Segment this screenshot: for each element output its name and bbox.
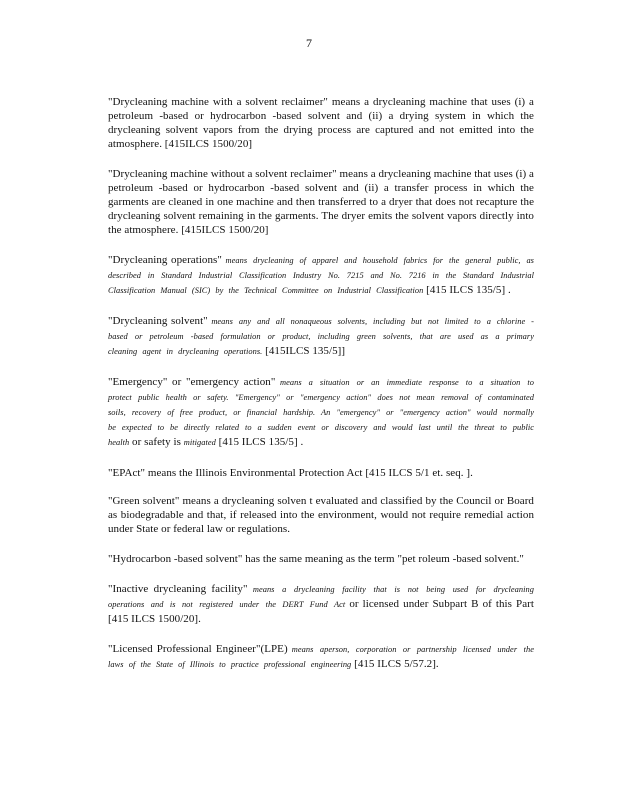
definition-inactive-drycleaning-facility — [108, 582, 534, 626]
definition-text: means a drycleaning solven t evaluated and classified by the Council or Board as biodegradable and that, if released into the environment, would not require remedial action under State or federal law or regulations. — [108, 495, 534, 535]
definition-term: "Licensed Professional Engineer"(LPE) — [108, 643, 288, 655]
definition-text: means a drycleaning machine that uses (i) a petroleum -based or hydrocarbon -based solvent and (ii) a transfer process in which the garments are cleaned in one machine and then transferred to a dryer that does not recapture the drycleaning solvent remaining in the garments. The dryer emits the solvent vapors directly into the atmosphere. [415ILCS 1500/20] — [108, 168, 534, 236]
definition-licensed-professional-engineer — [108, 642, 534, 672]
definition-text: means a drycleaning facility that is not being used for drycleaning operations and is not registered under the DERT Fund Act — [108, 585, 535, 609]
definition-emergency — [108, 375, 534, 450]
definition-hydrocarbon-based-solvent — [108, 552, 534, 566]
citation: [415 ILCS 135/5] . — [426, 284, 511, 296]
definition-text: means drycleaning of apparel and household fabrics for the general public, as described in Standard Industrial Classification Industry No. 7215 and No. 7216 in the Standard Industrial Classification Manual (SIC) by the Technical Committee on Industrial Classification — [108, 256, 534, 295]
definition-drycleaning-machine-with-reclaimer — [108, 95, 534, 151]
definition-term: "Drycleaning machine with a solvent reclaimer" — [108, 96, 328, 108]
definition-green-solvent — [108, 494, 534, 536]
definition-term: "Drycleaning machine without a solvent reclaimer" — [108, 168, 337, 180]
definition-drycleaning-solvent — [108, 314, 534, 359]
definition-text: means aperson, corporation or partnership licensed under the laws of the State of Illinois to practice professional engineering — [108, 645, 534, 669]
definition-drycleaning-machine-without-reclaimer — [108, 167, 534, 237]
definition-term: "EPAct" — [108, 467, 146, 479]
definition-term: "Drycleaning operations" — [108, 254, 222, 266]
page-number: 7 — [306, 36, 312, 50]
definitions-list — [108, 95, 534, 688]
definition-epact — [108, 466, 534, 480]
definition-text: means a drycleaning machine that uses (i) a petroleum -based or hydrocarbon -based solvent and (ii) a drying system in which the drycleaning solvent vapors from the drying process are captured and not emitted into the atmosphere. [415ILCS 1500/20] — [108, 96, 534, 150]
citation: [415 ILCS 135/5] . — [218, 436, 304, 448]
definition-text: means the Illinois Environmental Protection Act [415 ILCS 5/1 et. seq. ]. — [147, 467, 473, 479]
definition-term: "Hydrocarbon -based solvent" — [108, 553, 243, 565]
definition-term: "Emergency" or "emergency action" — [108, 376, 276, 388]
definition-text: means any and all nonaqueous solvents, including but not limited to a chlorine -based or petroleum -based formulation or product, including green solvents, that are used as a primary cleaning agent in drycleaning operations. — [108, 317, 534, 356]
definition-text-regular: or safety is — [132, 436, 181, 448]
definition-text: has the same meaning as the term "pet roleum -based solvent." — [245, 553, 524, 565]
definition-text-regular: or licensed under Subpart B of this Part [415 ILCS 1500/20]. — [108, 598, 534, 625]
citation: [415ILCS 135/5]] — [265, 345, 346, 357]
definition-text: means a situation or an immediate response to a situation to protect public health or safety. "Emergency" or "emergency action" does not mean removal of contaminated soils, recovery of free product, or financial hardship. An "emergency" or "emergency action" would normally be expected to be directly related to a sudden event or discovery and would last until the threat to public health — [108, 378, 535, 447]
definition-term: "Inactive drycleaning facility" — [108, 583, 248, 595]
definition-text-small: mitigated — [183, 438, 216, 447]
definition-term: "Green solvent" — [108, 495, 180, 507]
definition-drycleaning-operations — [108, 253, 534, 298]
citation: [415 ILCS 5/57.2]. — [354, 658, 439, 670]
definition-term: "Drycleaning solvent" — [108, 315, 208, 327]
